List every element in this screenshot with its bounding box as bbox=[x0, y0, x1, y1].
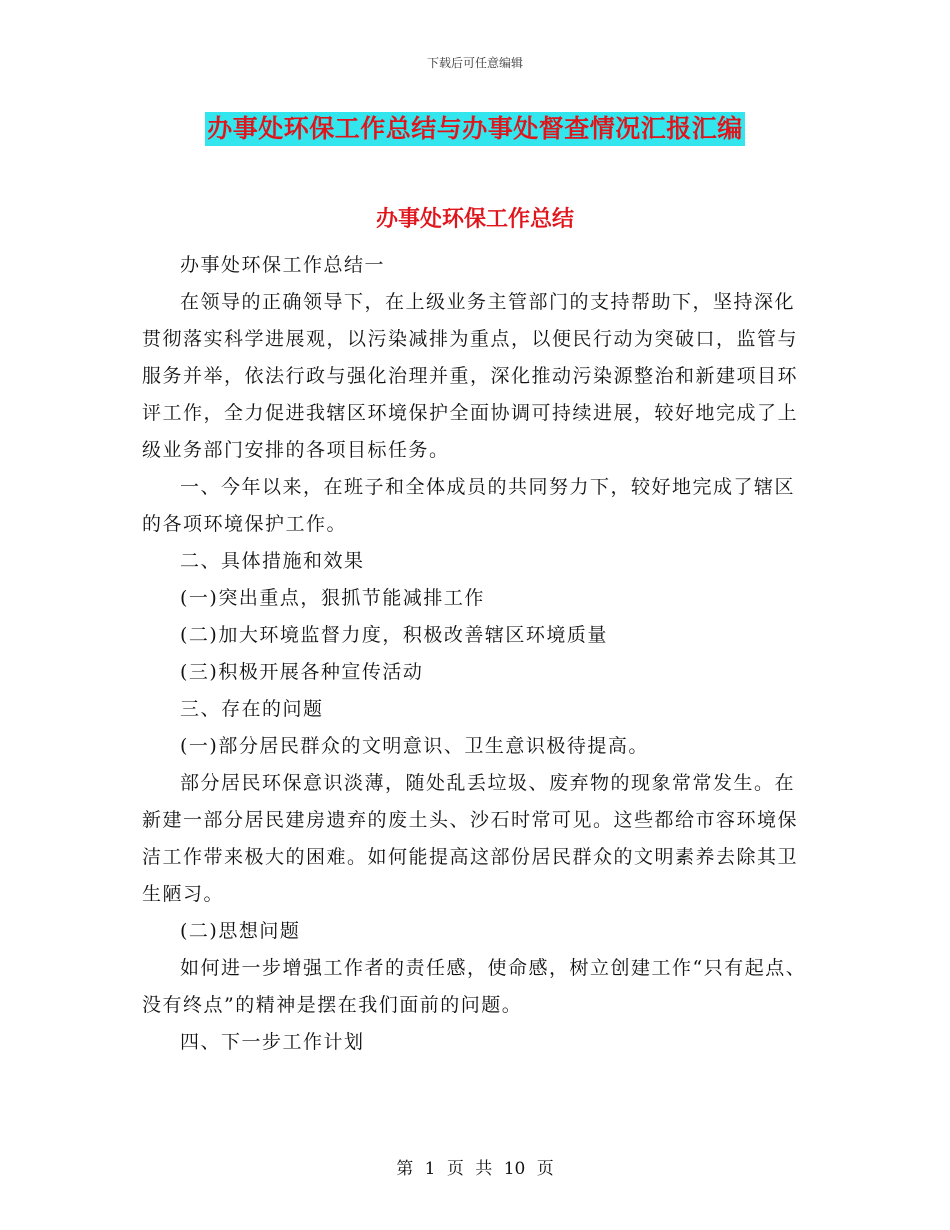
document-title-text: 办事处环保工作总结与办事处督查情况汇报汇编 bbox=[205, 112, 745, 146]
paragraph: (一)部分居民群众的文明意识、卫生意识极待提高。 bbox=[180, 735, 649, 757]
document-body bbox=[142, 247, 812, 1061]
paragraph: 部分居民环保意识淡薄，随处乱丢垃圾、废弃物的现象常常发生。在新建一部分居民建房遗弃的废土头、沙石时常可见。这些都给市容环境保洁工作带来极大的困难。如何能提高这部份居民群众的文明素养去除其卫生陋习。 bbox=[142, 772, 799, 905]
document-title bbox=[0, 112, 950, 146]
paragraph: (二)加大环境监督力度，积极改善辖区环境质量 bbox=[180, 624, 608, 646]
section-title: 办事处环保工作总结 bbox=[375, 207, 574, 232]
header-note: 下载后可任意编辑 bbox=[426, 56, 523, 70]
paragraph: 二、具体措施和效果 bbox=[180, 550, 365, 572]
paragraph: 办事处环保工作总结一 bbox=[180, 254, 386, 276]
paragraph: 四、下一步工作计划 bbox=[180, 1031, 365, 1053]
paragraph: 如何进一步增强工作者的责任感，使命感，树立创建工作“只有起点、没有终点”的精神是摆在我们面前的问题。 bbox=[142, 957, 807, 1016]
paragraph: 三、存在的问题 bbox=[180, 698, 324, 720]
paragraph: (二)思想问题 bbox=[180, 920, 301, 942]
paragraph: (一)突出重点，狠抓节能减排工作 bbox=[180, 587, 485, 609]
paragraph: (三)积极开展各种宣传活动 bbox=[180, 661, 424, 683]
paragraph: 在领导的正确领导下，在上级业务主管部门的支持帮助下，坚持深化贯彻落实科学进展观，以污染减排为重点，以便民行动为突破口，监管与服务并举，依法行政与强化治理并重，深化推动污染源整治和新建项目环评工作，全力促进我辖区环境保护全面协调可持续进展，较好地完成了上级业务部门安排的各项目标任务。 bbox=[142, 291, 799, 461]
page-footer: 第 1 页 共 10 页 bbox=[396, 1159, 554, 1179]
paragraph: 一、今年以来，在班子和全体成员的共同努力下，较好地完成了辖区的各项环境保护工作。 bbox=[142, 476, 796, 535]
